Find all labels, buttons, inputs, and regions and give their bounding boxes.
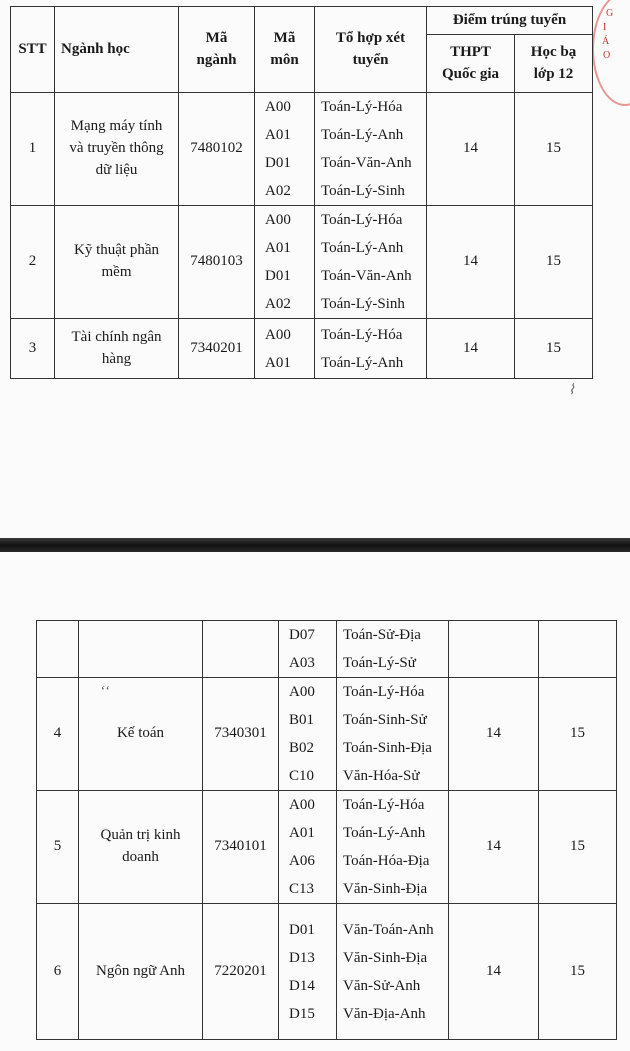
row-hocba-score: 15 (515, 93, 593, 206)
seal-letter: I (603, 22, 607, 33)
header-admission-score: Điểm trúng tuyển (427, 7, 593, 35)
seal-letter: Á (602, 36, 610, 47)
row-major-code: 7480103 (179, 206, 255, 319)
row-major-name: Kỹ thuật phần mềm (55, 206, 179, 319)
row-thpt-score: 14 (427, 206, 515, 319)
table-row (11, 206, 593, 319)
row-subject-codes: A00 A01 A06 C13 (279, 791, 337, 904)
row-major-name: Ngôn ngữ Anh (79, 904, 203, 1040)
row-combinations: Toán-Sử-Địa Toán-Lý-Sử (337, 621, 449, 678)
row-thpt-score: 14 (427, 319, 515, 379)
admission-table-part2 (36, 620, 617, 1040)
row-thpt-score: 14 (449, 791, 539, 904)
table-row (37, 904, 617, 1040)
row-subject-codes: D07 A03 (279, 621, 337, 678)
row-subject-codes: A00 A01 (255, 319, 315, 379)
row-hocba-score: 15 (539, 791, 617, 904)
header-hocba: Học bạ lớp 12 (515, 35, 593, 93)
page-divider (0, 538, 630, 552)
row-stt: 2 (11, 206, 55, 319)
table-row (37, 791, 617, 904)
header-major-code: Mã ngành (179, 7, 255, 93)
row-subject-codes: A00 A01 D01 A02 (255, 93, 315, 206)
header-major: Ngành học (55, 7, 179, 93)
header-thpt: THPT Quốc gia (427, 35, 515, 93)
table-row (37, 678, 617, 791)
row-major-name: Quản trị kinh doanh (79, 791, 203, 904)
header-combination: Tổ hợp xét tuyển (315, 7, 427, 93)
row-stt: 5 (37, 791, 79, 904)
row-combinations: Toán-Lý-Hóa Toán-Lý-Anh Toán-Văn-Anh Toán-Lý-Sinh (315, 93, 427, 206)
row-major-name: Tài chính ngân hàng (55, 319, 179, 379)
row-major-code: 7340301 (203, 678, 279, 791)
seal-letter: O (603, 50, 611, 61)
ink-mark: ʻʻ (100, 684, 110, 699)
table-row (11, 319, 593, 379)
row-stt: 4 (37, 678, 79, 791)
row-subject-codes: A00 A01 D01 A02 (255, 206, 315, 319)
row-hocba-score: 15 (539, 678, 617, 791)
row-major-name: Kế toán (79, 678, 203, 791)
row-combinations: Toán-Lý-Hóa Toán-Lý-Anh (315, 319, 427, 379)
row-hocba-score: 15 (515, 319, 593, 379)
table-row (11, 93, 593, 206)
row-combinations: Văn-Toán-Anh Văn-Sinh-Địa Văn-Sử-Anh Văn-Địa-Anh (337, 904, 449, 1040)
row-stt: 1 (11, 93, 55, 206)
signature-scribble: ⌇ (568, 383, 575, 398)
seal-letter: G (606, 8, 614, 19)
row-major-code: 7220201 (203, 904, 279, 1040)
row-hocba-score: 15 (515, 206, 593, 319)
row-major-code: 7340201 (179, 319, 255, 379)
row-subject-codes: D01 D13 D14 D15 (279, 904, 337, 1040)
row-major-name: Mạng máy tính và truyền thông dữ liệu (55, 93, 179, 206)
row-thpt-score: 14 (427, 93, 515, 206)
row-major-code: 7480102 (179, 93, 255, 206)
row-major-code: 7340101 (203, 791, 279, 904)
row-thpt-score: 14 (449, 678, 539, 791)
row-hocba-score: 15 (539, 904, 617, 1040)
table-row-continued (37, 621, 617, 678)
row-combinations: Toán-Lý-Hóa Toán-Sinh-Sử Toán-Sinh-Địa Văn-Hóa-Sử (337, 678, 449, 791)
admission-table-part1 (10, 6, 593, 379)
header-stt: STT (11, 7, 55, 93)
row-combinations: Toán-Lý-Hóa Toán-Lý-Anh Toán-Hóa-Địa Văn-Sinh-Địa (337, 791, 449, 904)
row-combinations: Toán-Lý-Hóa Toán-Lý-Anh Toán-Văn-Anh Toán-Lý-Sinh (315, 206, 427, 319)
row-stt: 3 (11, 319, 55, 379)
header-subject-code: Mã môn (255, 7, 315, 93)
row-subject-codes: A00 B01 B02 C10 (279, 678, 337, 791)
row-thpt-score: 14 (449, 904, 539, 1040)
row-stt: 6 (37, 904, 79, 1040)
